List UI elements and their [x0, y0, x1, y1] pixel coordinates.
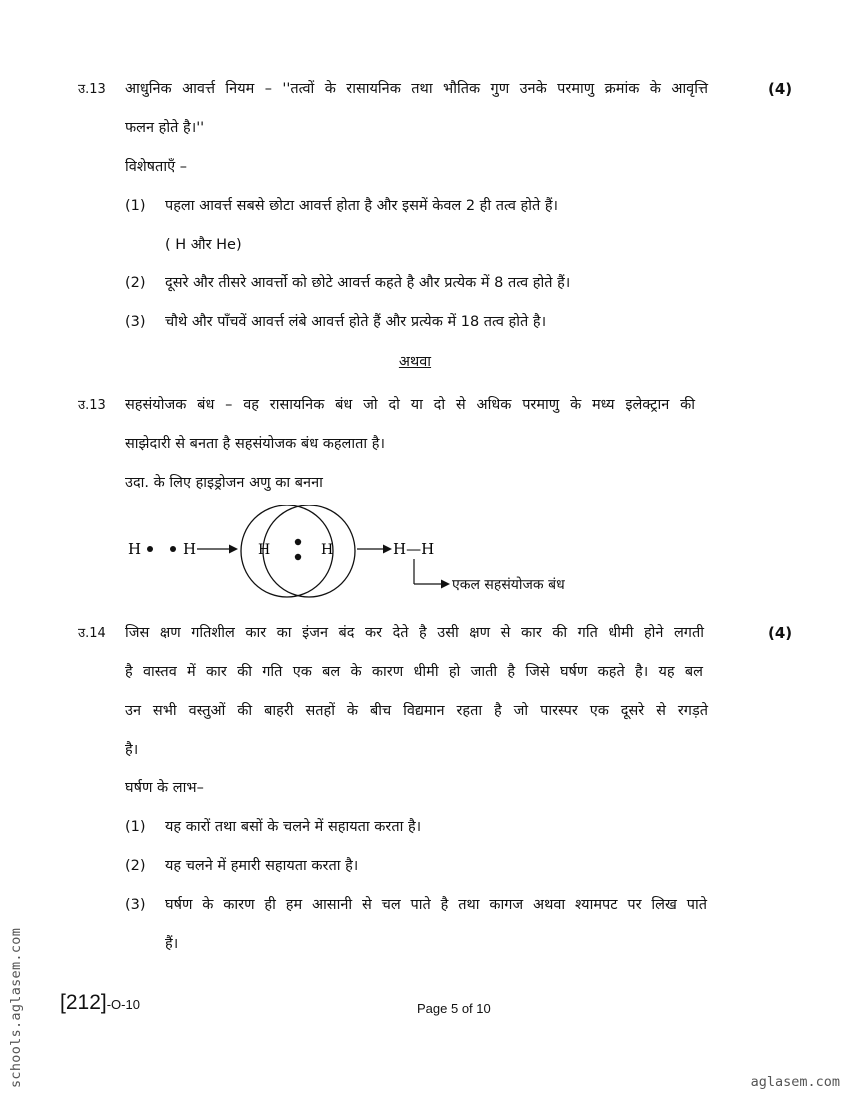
marks-label: (4)	[768, 624, 793, 642]
shared-electron-dot	[295, 539, 301, 545]
question-number: उ.13	[78, 82, 106, 97]
list-number: (2)	[125, 275, 146, 291]
benefits-heading: घर्षण के लाभ–	[125, 780, 204, 796]
list-item: दूसरे और तीसरे आवर्त्तो को छोटे आवर्त्त कहते है और प्रत्येक में 8 तत्व होते हैं।	[165, 275, 571, 291]
shared-electron-dot	[295, 554, 301, 560]
example-text: उदा. के लिए हाइड्रोजन अणु का बनना	[125, 475, 323, 491]
orbital-circle-right	[263, 505, 355, 597]
answer-text-line: फलन होते है।''	[125, 120, 205, 136]
watermark-left: schools.aglasem.com	[8, 927, 24, 1088]
list-number: (3)	[125, 314, 146, 330]
atom-label-right: H	[183, 540, 197, 558]
features-heading: विशेषताएँ –	[125, 159, 187, 175]
list-item: ( H और He)	[165, 237, 242, 253]
answer-text-line: साझेदारी से बनता है सहसंयोजक बंध कहलाता है।	[125, 436, 385, 452]
list-item: यह कारों तथा बसों के चलने में सहायता करता है।	[165, 819, 422, 835]
list-item: घर्षण के कारण ही हम आसानी से चल पाते है तथा कागज अथवा श्यामपट पर लिख पाते	[165, 897, 707, 913]
list-item: हैं।	[165, 936, 179, 952]
list-number: (3)	[125, 897, 146, 913]
orbital-label-left: H	[258, 542, 271, 558]
watermark-right: aglasem.com	[750, 1074, 840, 1090]
atom-label-left: H	[128, 540, 142, 558]
answer-text-line: है।	[125, 742, 139, 758]
electron-dot	[147, 546, 153, 552]
answer-text-line: है वास्तव में कार की गति एक बल के कारण धीमी हो जाती है जिसे घर्षण कहते है। यह बल	[125, 664, 703, 680]
list-number: (1)	[125, 819, 146, 835]
or-divider-label: अथवा	[398, 354, 432, 370]
orbital-label-right: H	[321, 542, 334, 558]
arrow-head-icon	[383, 545, 392, 554]
list-item: पहला आवर्त्त सबसे छोटा आवर्त्त होता है और इसमें केवल 2 ही तत्व होते हैं।	[165, 198, 559, 214]
list-item: चौथे और पाँचवें आवर्त्त लंबे आवर्त्त होते हैं और प्रत्येक में 18 तत्व होते है।	[165, 314, 547, 330]
question-number: उ.13	[78, 398, 106, 413]
bond-label: एकल सहसंयोजक बंध	[452, 577, 565, 593]
question-number: उ.14	[78, 626, 106, 641]
arrow-head-icon	[229, 545, 238, 554]
electron-dot	[170, 546, 176, 552]
list-number: (2)	[125, 858, 146, 874]
answer-text-line: जिस क्षण गतिशील कार का इंजन बंद कर देते है उसी क्षण से कार की गति धीमी होने लगती	[125, 625, 704, 641]
hydrogen-bond-diagram	[0, 505, 850, 600]
list-item: यह चलने में हमारी सहायता करता है।	[165, 858, 359, 874]
marks-label: (4)	[768, 80, 793, 98]
answer-text-line: सहसंयोजक बंध – वह रासायनिक बंध जो दो या दो से अधिक परमाणु के मध्य इलेक्ट्रान की	[125, 397, 695, 413]
paper-code-suffix: -O-10	[106, 997, 140, 1012]
answer-text-line: आधुनिक आवर्त्त नियम – ''तत्वों के रासायनिक तथा भौतिक गुण उनके परमाणु क्रमांक के आवृत्ति	[125, 81, 708, 97]
orbital-circle-left	[241, 505, 333, 597]
paper-code	[60, 993, 140, 1015]
product-molecule: H—H	[393, 540, 435, 558]
list-number: (1)	[125, 198, 146, 214]
page-number: Page 5 of 10	[417, 1001, 491, 1016]
paper-code-main: [212]	[60, 991, 107, 1014]
answer-text-line: उन सभी वस्तुओं की बाहरी सतहों के बीच विद्यमान रहता है जो पारस्पर एक दूसरे से रगड़ते	[125, 703, 708, 719]
arrow-head-icon	[441, 580, 450, 589]
